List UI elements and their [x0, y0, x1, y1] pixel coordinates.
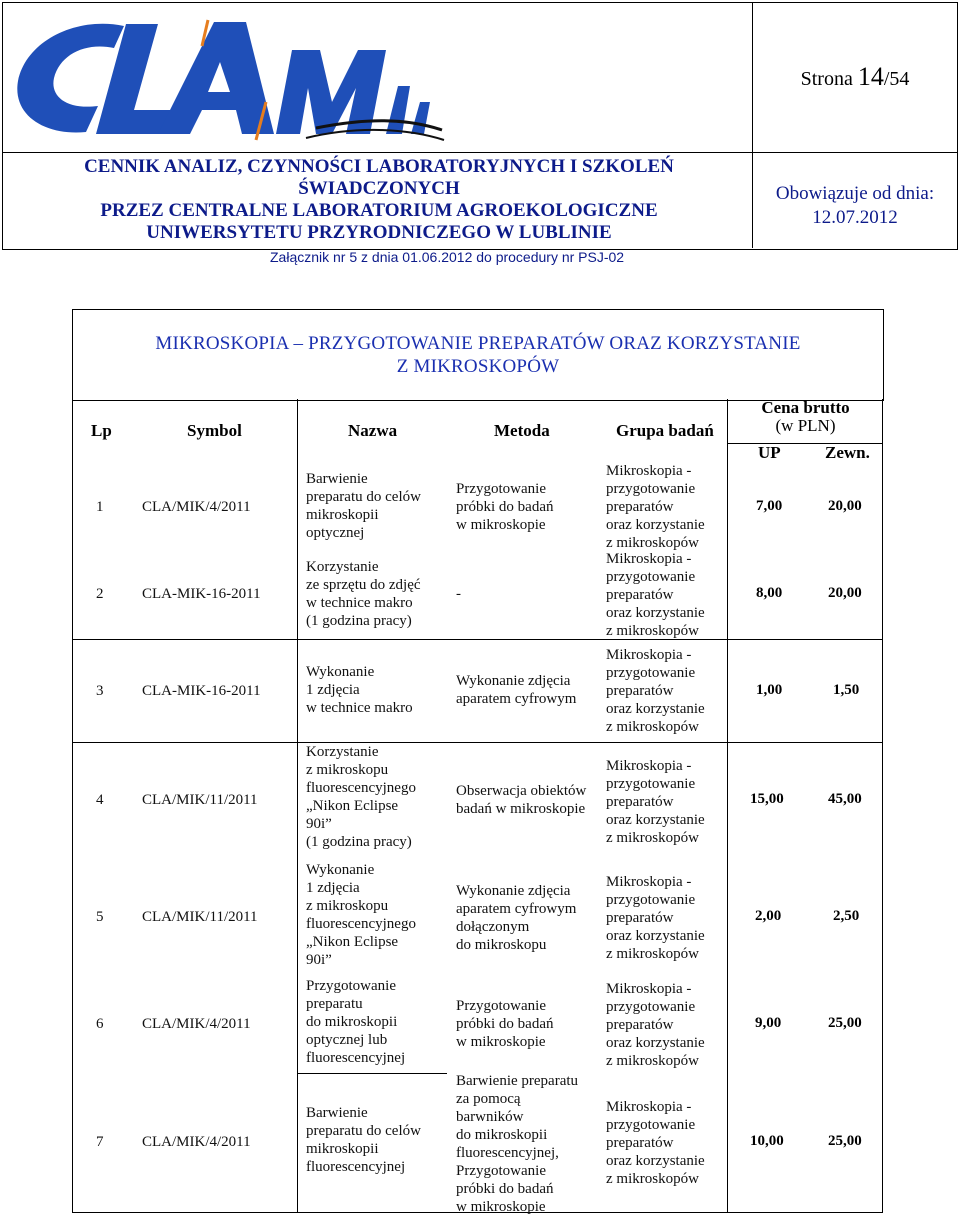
- metoda-line: do mikroskopu: [456, 937, 547, 953]
- page-total: /54: [883, 68, 910, 90]
- metoda-line: Przygotowanie: [456, 481, 546, 497]
- valid-date: 12.07.2012: [812, 207, 898, 228]
- price-up: 2,00: [755, 908, 782, 924]
- table-border-left: [72, 399, 73, 1212]
- row-grupa: [606, 462, 705, 552]
- grupa-line: preparatów: [606, 1135, 674, 1151]
- row-lp: 4: [96, 792, 104, 808]
- row-nazwa: [306, 1104, 421, 1176]
- grupa-line: przygotowanie: [606, 665, 696, 681]
- metoda-line: próbki do badań: [456, 499, 554, 515]
- grupa-line: oraz korzystanie: [606, 812, 705, 828]
- metoda-line: w mikroskopie: [456, 1199, 546, 1215]
- price-zewn: 45,00: [828, 791, 862, 807]
- price-up: 8,00: [756, 585, 783, 601]
- price-zewn: 20,00: [828, 585, 862, 601]
- valid-label: Obowiązuje od dnia:: [775, 183, 935, 204]
- section-title-line: MIKROSKOPIA – PRZYGOTOWANIE PREPARATÓW ORAZ KORZYSTANIE: [155, 333, 801, 354]
- grupa-line: Mikroskopia -: [606, 647, 692, 663]
- row-metoda: [456, 882, 576, 954]
- grupa-line: oraz korzystanie: [606, 701, 705, 717]
- row-grupa: [606, 1098, 705, 1188]
- col-header-lp: Lp: [91, 421, 112, 440]
- grupa-line: z mikroskopów: [606, 830, 699, 846]
- nazwa-line: 90i”: [306, 952, 332, 968]
- metoda-line: Obserwacja obiektów: [456, 783, 587, 799]
- row-grupa: [606, 646, 705, 736]
- row-symbol: CLA/MIK/4/2011: [142, 1134, 251, 1150]
- nazwa-line: Korzystanie: [306, 559, 379, 575]
- nazwa-line: Wykonanie: [306, 664, 375, 680]
- row-metoda: [456, 782, 586, 818]
- grupa-line: z mikroskopów: [606, 719, 699, 735]
- grupa-line: oraz korzystanie: [606, 517, 705, 533]
- grupa-line: Mikroskopia -: [606, 1099, 692, 1115]
- nazwa-line: Przygotowanie: [306, 978, 396, 994]
- row-nazwa: [306, 558, 421, 630]
- attachment-note: Załącznik nr 5 z dnia 01.06.2012 do procedury nr PSJ-02: [270, 249, 625, 265]
- header-divider-horizontal: [2, 152, 957, 153]
- row-metoda: [456, 1072, 578, 1216]
- row-grupa: [606, 873, 705, 963]
- row-symbol: CLA/MIK/11/2011: [142, 792, 258, 808]
- row-nazwa: [306, 977, 405, 1067]
- row-divider: [72, 639, 883, 640]
- col-header-up: UP: [758, 443, 781, 462]
- row-metoda: [456, 480, 553, 534]
- nazwa-divider: [297, 1073, 447, 1074]
- grupa-line: z mikroskopów: [606, 535, 699, 551]
- nazwa-line: fluorescencyjnej: [306, 1159, 406, 1175]
- grupa-line: preparatów: [606, 499, 674, 515]
- grupa-line: oraz korzystanie: [606, 1153, 705, 1169]
- row-lp: 3: [96, 683, 104, 699]
- row-metoda: [456, 672, 576, 708]
- table-border-price-left: [727, 399, 728, 1212]
- metoda-line: w mikroskopie: [456, 1034, 546, 1050]
- nazwa-line: 1 zdjęcia: [306, 880, 360, 896]
- nazwa-line: „Nikon Eclipse: [306, 934, 399, 950]
- col-header-symbol: Symbol: [187, 421, 242, 440]
- nazwa-line: Wykonanie: [306, 862, 375, 878]
- nazwa-line: Barwienie: [306, 1105, 368, 1121]
- title-line: CENNIK ANALIZ, CZYNNOŚCI LABORATORYJNYCH I SZKOLEŃ: [84, 156, 674, 177]
- grupa-line: preparatów: [606, 683, 674, 699]
- grupa-line: z mikroskopów: [606, 1171, 699, 1187]
- nazwa-line: 1 zdjęcia: [306, 682, 360, 698]
- nazwa-line: z mikroskopu: [306, 898, 389, 914]
- row-lp: 7: [96, 1134, 104, 1150]
- price-zewn: 25,00: [828, 1133, 862, 1149]
- nazwa-line: ze sprzętu do zdjęć: [306, 577, 421, 593]
- grupa-line: preparatów: [606, 1017, 674, 1033]
- grupa-line: oraz korzystanie: [606, 1035, 705, 1051]
- price-up: 7,00: [756, 498, 783, 514]
- metoda-line: Wykonanie zdjęcia: [456, 673, 571, 689]
- nazwa-line: optycznej: [306, 525, 365, 541]
- nazwa-line: preparatu do celów: [306, 1123, 421, 1139]
- page-label: Strona: [800, 68, 853, 90]
- grupa-line: przygotowanie: [606, 1117, 696, 1133]
- nazwa-line: preparatu: [306, 996, 363, 1012]
- grupa-line: Mikroskopia -: [606, 981, 692, 997]
- nazwa-line: (1 godzina pracy): [306, 613, 412, 629]
- col-header-cena: [728, 399, 883, 435]
- grupa-line: przygotowanie: [606, 481, 696, 497]
- metoda-line: fluorescencyjnej,: [456, 1145, 559, 1161]
- grupa-line: preparatów: [606, 794, 674, 810]
- metoda-line: dołączonym: [456, 919, 530, 935]
- metoda-line: Przygotowanie: [456, 1163, 546, 1179]
- metoda-line: za pomocą: [456, 1091, 521, 1107]
- nazwa-line: mikroskopii: [306, 1141, 379, 1157]
- row-symbol: CLA-MIK-16-2011: [142, 586, 261, 602]
- grupa-line: preparatów: [606, 910, 674, 926]
- nazwa-line: fluorescencyjnego: [306, 916, 416, 932]
- metoda-line: aparatem cyfrowym: [456, 901, 577, 917]
- price-up: 1,00: [756, 682, 783, 698]
- grupa-line: oraz korzystanie: [606, 605, 705, 621]
- row-metoda: [456, 997, 553, 1051]
- grupa-line: preparatów: [606, 587, 674, 603]
- cena-label: Cena brutto: [761, 398, 850, 417]
- col-header-metoda: Metoda: [494, 421, 550, 440]
- grupa-line: przygotowanie: [606, 569, 696, 585]
- nazwa-line: mikroskopii: [306, 507, 379, 523]
- nazwa-line: Korzystanie: [306, 744, 379, 760]
- table-border-nazwa-left: [297, 399, 298, 1212]
- page-current: 14: [857, 62, 884, 91]
- metoda-line: Wykonanie zdjęcia: [456, 883, 571, 899]
- metoda-line: Przygotowanie: [456, 998, 546, 1014]
- nazwa-line: w technice makro: [306, 595, 413, 611]
- section-title: [72, 332, 884, 378]
- row-nazwa: [306, 663, 413, 717]
- row-lp: 6: [96, 1016, 104, 1032]
- metoda-line: badań w mikroskopie: [456, 801, 586, 817]
- metoda-line: aparatem cyfrowym: [456, 691, 577, 707]
- cena-unit: (w PLN): [775, 416, 836, 435]
- row-nazwa: [306, 861, 416, 969]
- row-symbol: CLA/MIK/11/2011: [142, 909, 258, 925]
- row-lp: 5: [96, 909, 104, 925]
- row-metoda: [456, 585, 461, 603]
- price-zewn: 25,00: [828, 1015, 862, 1031]
- header-divider-vertical: [752, 2, 753, 248]
- price-zewn: 1,50: [833, 682, 860, 698]
- grupa-line: z mikroskopów: [606, 623, 699, 639]
- grupa-line: z mikroskopów: [606, 1053, 699, 1069]
- metoda-line: do mikroskopii: [456, 1127, 548, 1143]
- grupa-line: przygotowanie: [606, 999, 696, 1015]
- row-nazwa: [306, 743, 416, 851]
- section-title-line: Z MIKROSKOPÓW: [396, 356, 560, 377]
- metoda-line: -: [456, 586, 461, 602]
- grupa-line: Mikroskopia -: [606, 463, 692, 479]
- row-symbol: CLA/MIK/4/2011: [142, 1016, 251, 1032]
- title-line: UNIWERSYTETU PRZYRODNICZEGO W LUBLINIE: [146, 222, 612, 243]
- row-grupa: [606, 980, 705, 1070]
- row-grupa: [606, 550, 705, 640]
- metoda-line: Barwienie preparatu: [456, 1073, 579, 1089]
- title-line: PRZEZ CENTRALNE LABORATORIUM AGROEKOLOGICZNE: [100, 200, 658, 221]
- nazwa-line: (1 godzina pracy): [306, 834, 412, 850]
- grupa-line: z mikroskopów: [606, 946, 699, 962]
- grupa-line: przygotowanie: [606, 776, 696, 792]
- price-zewn: 2,50: [833, 908, 860, 924]
- price-zewn: 20,00: [828, 498, 862, 514]
- grupa-line: przygotowanie: [606, 892, 696, 908]
- table-border-right: [882, 399, 883, 1212]
- row-nazwa: [306, 470, 421, 542]
- nazwa-line: z mikroskopu: [306, 762, 389, 778]
- grupa-line: Mikroskopia -: [606, 758, 692, 774]
- grupa-line: oraz korzystanie: [606, 928, 705, 944]
- metoda-line: barwników: [456, 1109, 524, 1125]
- document-title: [8, 156, 750, 244]
- price-up: 10,00: [750, 1133, 784, 1149]
- grupa-line: Mikroskopia -: [606, 874, 692, 890]
- validity-block: [760, 182, 950, 230]
- col-header-grupa: Grupa badań: [616, 421, 714, 440]
- metoda-line: próbki do badań: [456, 1016, 554, 1032]
- nazwa-line: optycznej lub: [306, 1032, 388, 1048]
- price-up: 9,00: [755, 1015, 782, 1031]
- row-grupa: [606, 757, 705, 847]
- price-up: 15,00: [750, 791, 784, 807]
- col-header-nazwa: Nazwa: [348, 421, 398, 440]
- cla-logo: [6, 6, 446, 148]
- metoda-line: w mikroskopie: [456, 517, 546, 533]
- col-header-zewn: Zewn.: [825, 443, 870, 462]
- row-lp: 1: [96, 499, 104, 515]
- nazwa-line: „Nikon Eclipse: [306, 798, 399, 814]
- row-symbol: CLA/MIK/4/2011: [142, 499, 251, 515]
- nazwa-line: w technice makro: [306, 700, 413, 716]
- title-line: ŚWIADCZONYCH: [298, 178, 460, 199]
- nazwa-line: fluorescencyjnego: [306, 780, 416, 796]
- nazwa-line: 90i”: [306, 816, 332, 832]
- row-divider: [72, 742, 883, 743]
- nazwa-line: fluorescencyjnej: [306, 1050, 406, 1066]
- page-number: [760, 62, 950, 92]
- row-symbol: CLA-MIK-16-2011: [142, 683, 261, 699]
- nazwa-line: do mikroskopii: [306, 1014, 398, 1030]
- nazwa-line: preparatu do celów: [306, 489, 421, 505]
- row-lp: 2: [96, 586, 104, 602]
- nazwa-line: Barwienie: [306, 471, 368, 487]
- metoda-line: próbki do badań: [456, 1181, 554, 1197]
- grupa-line: Mikroskopia -: [606, 551, 692, 567]
